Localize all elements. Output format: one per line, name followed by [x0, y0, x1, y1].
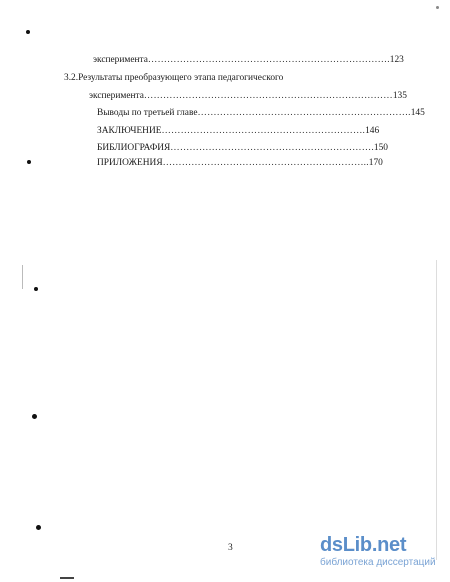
toc-entry-title: эксперимента — [89, 91, 144, 101]
toc-entry-page: 135 — [392, 91, 407, 101]
toc-entry-title: ЗАКЛЮЧЕНИЕ — [97, 126, 162, 136]
toc-entry-page: 170 — [368, 158, 383, 168]
toc-leader-dots: ………………………………………………………. — [170, 143, 374, 153]
toc-entry-page: 123 — [389, 55, 404, 65]
dslib-logo — [320, 534, 438, 556]
logo-ds: ds — [320, 534, 343, 556]
scan-edge-line — [22, 265, 23, 289]
scan-speck — [436, 6, 439, 9]
toc-entry-title: 3.2.Результаты преобразующего этапа педагогического — [64, 73, 284, 83]
scan-edge-line — [436, 260, 437, 560]
toc-entry — [89, 91, 409, 102]
scan-speck — [36, 525, 41, 530]
toc-entry-title: БИБЛИОГРАФИЯ — [97, 143, 171, 153]
toc-leader-dots: ………………………………………………………. — [161, 126, 366, 136]
toc-leader-dots: ……………………………………………………….. — [162, 158, 369, 168]
scan-speck — [32, 414, 37, 419]
toc-leader-dots: …………………………………………………………. — [197, 108, 411, 118]
toc-leader-dots: …………………………………………………………………… — [143, 91, 393, 101]
toc-leader-dots: …………………………………………………………………. — [147, 55, 390, 65]
toc-entry — [93, 55, 408, 66]
logo-lib: Lib — [342, 534, 372, 556]
toc-entry — [97, 158, 409, 169]
toc-entry-page: 146 — [365, 126, 380, 136]
page-number: 3 — [228, 543, 233, 553]
scan-speck — [34, 287, 38, 291]
logo-net: .net — [371, 534, 407, 556]
dslib-watermark[interactable] — [320, 534, 438, 569]
toc-entry-page: 145 — [410, 108, 425, 118]
toc-entry — [97, 143, 409, 154]
toc-entry — [97, 108, 425, 119]
toc-entry-title: ПРИЛОЖЕНИЯ — [97, 158, 163, 168]
toc-entry-title: Выводы по третьей главе — [97, 108, 198, 118]
scan-bottom-mark — [60, 577, 74, 579]
toc-entry-page: 150 — [373, 143, 388, 153]
toc-entry-title: эксперимента — [93, 55, 148, 65]
toc-entry — [97, 126, 409, 137]
scan-speck — [27, 160, 31, 164]
dslib-subtitle: библиотека диссертаций — [320, 557, 436, 568]
toc-entry — [64, 73, 409, 84]
scan-speck — [26, 30, 30, 34]
